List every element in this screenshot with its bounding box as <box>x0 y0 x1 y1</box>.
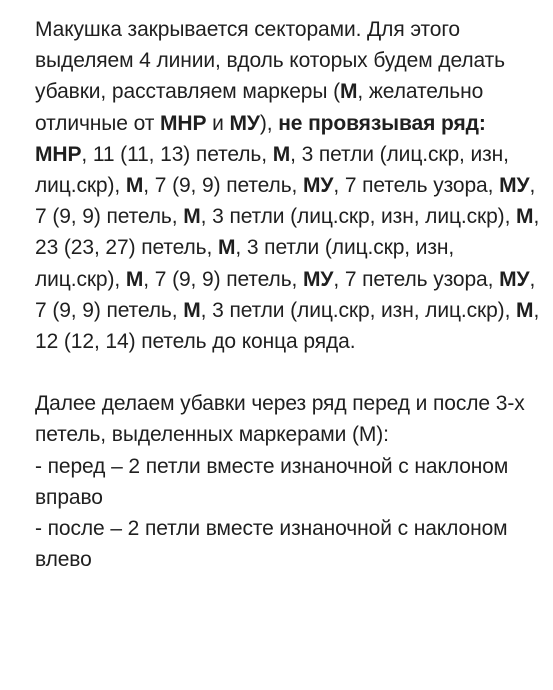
marker-m: М <box>272 142 291 166</box>
text-segment: , 7 (9, 9) петель, <box>35 174 536 229</box>
marker-m: М <box>217 236 236 260</box>
text-segment: , 11 (11, 13) петель, <box>81 142 273 166</box>
text-segment: , 3 петли (лиц.скр, изн, лиц.скр), <box>35 142 509 198</box>
marker-mnr: МНР <box>159 111 207 135</box>
text-segment: , 7 (9, 9) петель, <box>35 267 536 322</box>
text-segment: , 7 (9, 9) петель, <box>143 267 304 291</box>
paragraph-spacer <box>35 357 545 388</box>
text-segment: и <box>206 111 230 135</box>
stitch-sequence-paragraph <box>35 139 545 357</box>
marker-mnr: МНР <box>35 142 82 166</box>
bold-instruction: не провязывая ряд: <box>278 111 486 135</box>
text-segment: , желательно отличные от <box>35 80 484 135</box>
marker-m: М <box>125 267 144 291</box>
marker-m: М <box>516 298 534 322</box>
before-marker-instruction: - перед – 2 петли вместе изнаночной с наклоном вправо <box>35 454 509 509</box>
marker-mu: МУ <box>303 267 334 291</box>
marker-mu: МУ <box>303 174 334 198</box>
text-segment: , 3 петли (лиц.скр, изн, лиц.скр), <box>35 236 455 291</box>
text-segment: , 7 петель узора, <box>333 267 500 291</box>
after-marker-instruction: - после – 2 петли вместе изнаночной с наклоном влево <box>35 517 508 572</box>
document-body <box>35 14 545 575</box>
intro-paragraph <box>35 14 545 139</box>
text-segment: , 12 (12, 14) петель до конца ряда. <box>35 298 540 354</box>
marker-m: М <box>183 298 201 322</box>
text-segment: , 7 петель узора, <box>333 174 500 198</box>
text-segment: , 7 (9, 9) петель, <box>143 174 304 198</box>
marker-m: М <box>125 174 144 198</box>
marker-m: М <box>183 205 201 229</box>
marker-m: М <box>516 205 534 229</box>
decrease-instructions-paragraph <box>35 388 545 575</box>
marker-mu: МУ <box>499 267 530 291</box>
marker-mu: МУ <box>499 174 530 198</box>
text-segment: , 3 петли (лиц.скр, изн, лиц.скр), <box>200 298 517 322</box>
decrease-intro-text: Далее делаем убавки через ряд перед и после 3-х петель, выделенных маркерами (М): <box>35 392 525 447</box>
text-segment: , 3 петли (лиц.скр, изн, лиц.скр), <box>200 205 517 229</box>
marker-mu: МУ <box>229 111 260 135</box>
text-segment: Макушка закрывается секторами. Для этого выделяем 4 линии, вдоль которых будем делать убавки, расставляем маркеры ( <box>35 18 505 104</box>
text-segment: , 23 (23, 27) петель, <box>35 205 540 260</box>
text-segment: ), <box>259 111 279 135</box>
marker-m: М <box>339 80 358 104</box>
